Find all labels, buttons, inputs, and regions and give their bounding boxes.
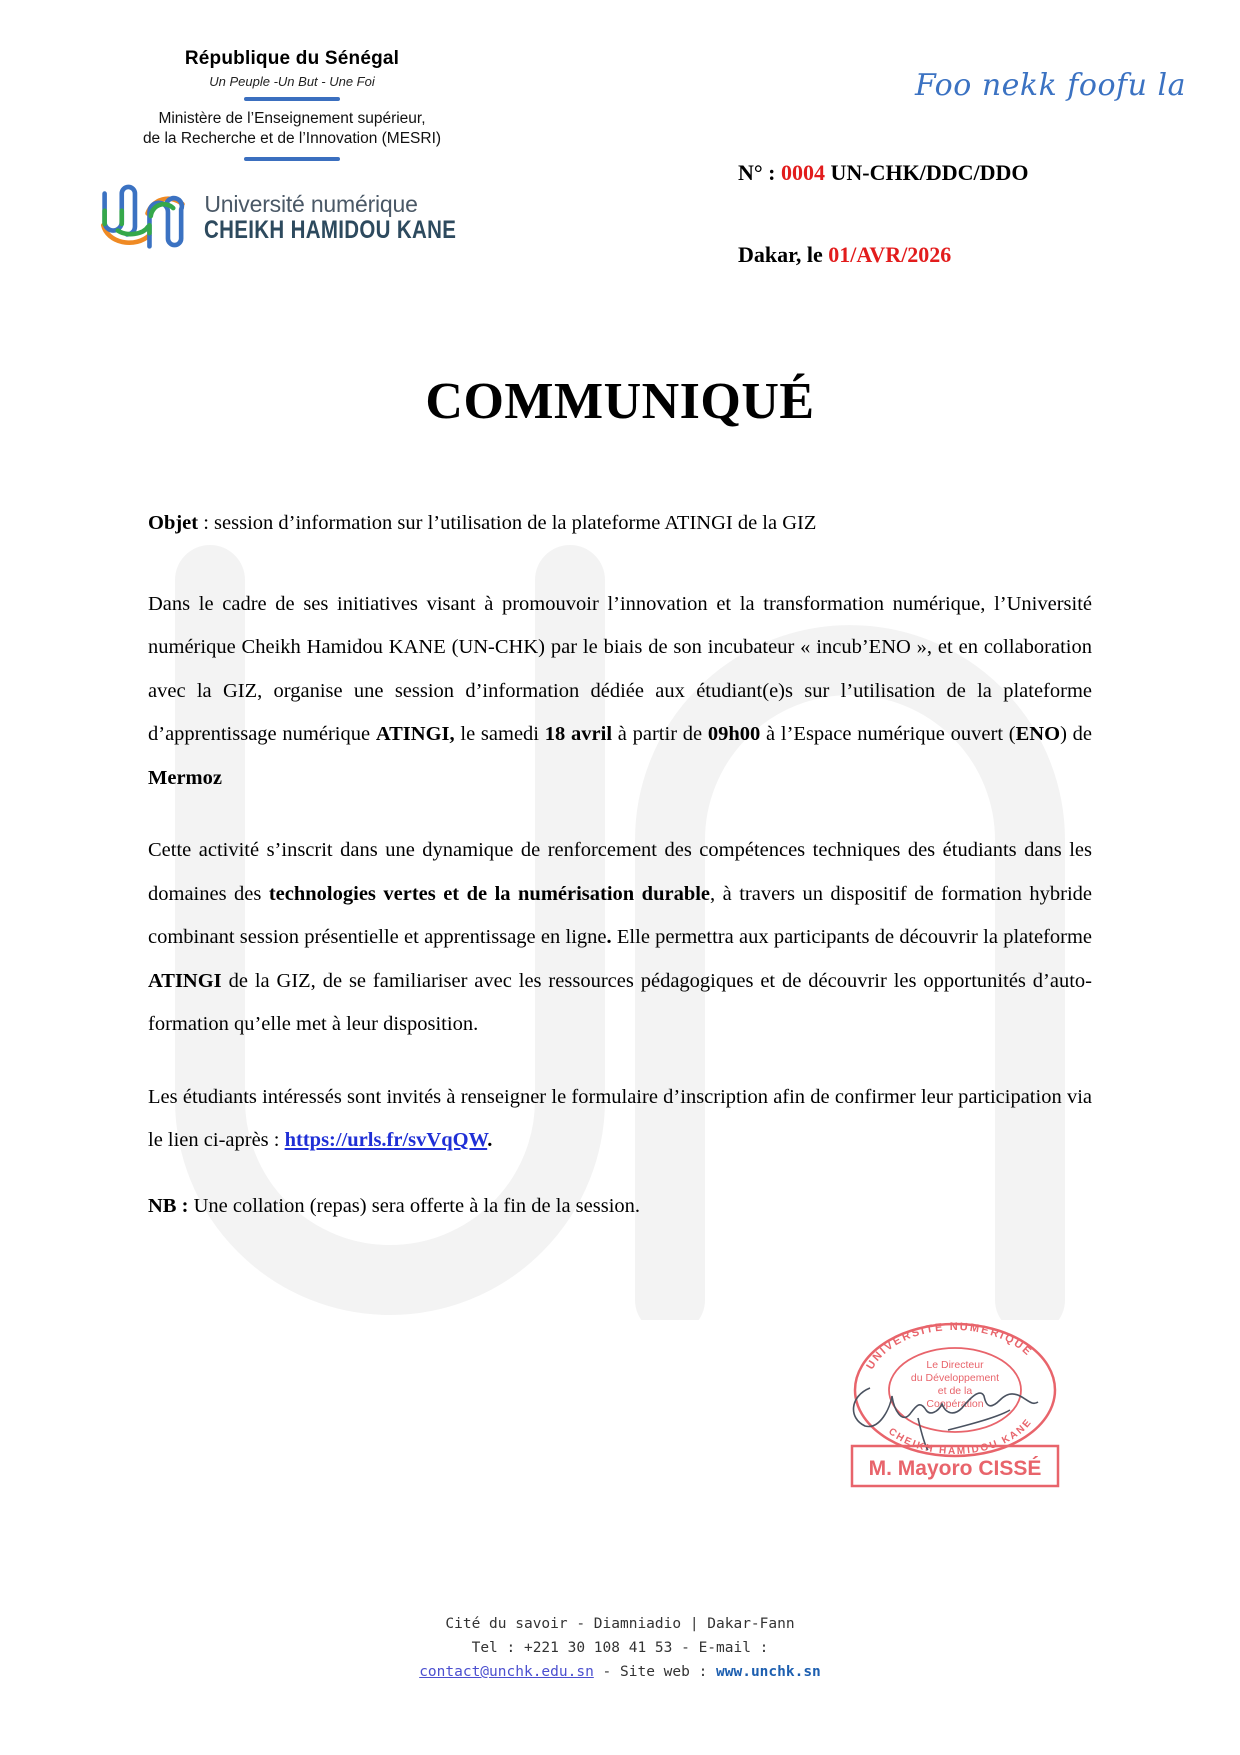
footer-contact: Tel : +221 30 108 41 53 - E-mail : — [471, 1640, 769, 1656]
paragraph-intro — [148, 583, 1092, 801]
unchk-logo-icon — [98, 169, 190, 267]
note-text: Une collation (repas) sera offerte à la fin de la session. — [188, 1194, 641, 1217]
text: , à travers un dispositif de formation hybride combinant session présentielle et apprentissage en ligne — [148, 882, 1092, 948]
slogan: Foo nekk foofu la — [915, 68, 1186, 103]
object-label: Objet — [148, 512, 199, 534]
university-name-line-2: CHEIKH HAMIDOU KANE — [204, 216, 457, 244]
note — [148, 1185, 1092, 1229]
note-label: NB : — [148, 1194, 189, 1217]
topic-highlight: technologies vertes et de la numérisation durable — [268, 882, 711, 905]
object-line — [148, 502, 1092, 546]
text: . — [487, 1129, 493, 1151]
object-text: : session d’information sur l’utilisation de la plateforme ATINGI de la GIZ — [198, 512, 817, 534]
reference-code: UN-CHK/DDC/DDO — [825, 160, 1029, 185]
venue-acronym: ENO — [1015, 723, 1061, 745]
email-link[interactable]: contact@unchk.edu.sn — [419, 1664, 594, 1680]
document-date — [738, 242, 951, 268]
venue-location: Mermoz — [148, 766, 222, 789]
text: Cette activité s’inscrit dans une dynamique de renforcement des compétences techniques des étudiants dans les domaines des — [148, 839, 1092, 905]
ministry-line-2: de la Recherche et de l’Innovation (MESRI) — [142, 130, 442, 147]
reference-value: 0004 — [781, 160, 826, 185]
stamp-title-3: et de la — [937, 1385, 973, 1397]
university-name — [204, 191, 512, 245]
footer-address: Cité du savoir - Diamniadio | Dakar-Fann — [445, 1616, 795, 1632]
university-logo — [98, 169, 512, 267]
text: ) de — [1060, 723, 1092, 745]
signatory-name: M. Mayoro CISSÉ — [868, 1457, 1042, 1480]
website-link[interactable]: www.unchk.sn — [716, 1664, 821, 1680]
paragraph-registration — [148, 1076, 1092, 1163]
republic-name: République du Sénégal — [184, 48, 400, 69]
divider — [244, 97, 340, 101]
university-name-line-1: Université numérique — [204, 191, 418, 217]
paragraph-activity — [148, 829, 1092, 1047]
footer-separator: - Site web : — [593, 1664, 717, 1680]
ministry-line-1: Ministère de l’Enseignement supérieur, — [158, 110, 426, 127]
stamp-title-2: du Développement — [910, 1372, 1000, 1384]
date-value: 01/AVR/2026 — [828, 242, 952, 267]
footer-links — [0, 1660, 1240, 1684]
registration-link[interactable]: https://urls.fr/svVqQW — [284, 1129, 488, 1151]
national-motto: Un Peuple -Un But - Une Foi — [209, 74, 375, 89]
text: de la GIZ, de se familiariser avec les ressources pédagogiques et de découvrir les opportunités d’auto-formation qu’elle met à leur disposition. — [148, 969, 1092, 1035]
stamp-ring-bottom: CHEIKH HAMIDOU KANE — [886, 1416, 1035, 1458]
date-label: Dakar, le — [738, 242, 829, 267]
text: le samedi — [454, 723, 545, 745]
reference-label: N° : — [738, 160, 782, 185]
platform-name: ATINGI, — [375, 723, 455, 745]
ministry-name — [72, 109, 512, 149]
institution-header — [92, 48, 512, 267]
text: Elle permettra aux participants de découvrir la plateforme — [611, 926, 1092, 948]
document-body — [148, 502, 1092, 1257]
text: Dans le cadre de ses initiatives visant à promouvoir l’innovation et la transformation numérique, l’Université numérique Cheikh Hamidou KANE (UN-CHK) par le biais de son incubateur « incub’ENO », et en collaboration avec la GIZ, organise une session d’information dédiée aux étudiant(e)s sur l’utilisation de la plateforme d’apprentissage numérique — [148, 592, 1092, 745]
text: . — [606, 926, 612, 948]
footer — [0, 1612, 1240, 1684]
event-date: 18 avril — [544, 723, 613, 745]
text: à l’Espace numérique ouvert ( — [760, 723, 1016, 745]
platform-name: ATINGI — [148, 969, 222, 992]
reference-number — [738, 160, 1029, 186]
stamp-title-4: Coopération — [926, 1398, 984, 1410]
stamp-title-1: Le Directeur — [926, 1359, 984, 1371]
text: à partir de — [612, 723, 708, 745]
divider — [244, 157, 340, 161]
stamp-ring-top: UNIVERSITE NUMERIQUE — [864, 1320, 1035, 1372]
page-title: COMMUNIQUÉ — [425, 373, 815, 430]
event-time: 09h00 — [707, 723, 761, 745]
official-stamp — [830, 1318, 1080, 1498]
text: Les étudiants intéressés sont invités à renseigner le formulaire d’inscription afin de confirmer leur participation via le lien ci-après : — [148, 1085, 1092, 1151]
